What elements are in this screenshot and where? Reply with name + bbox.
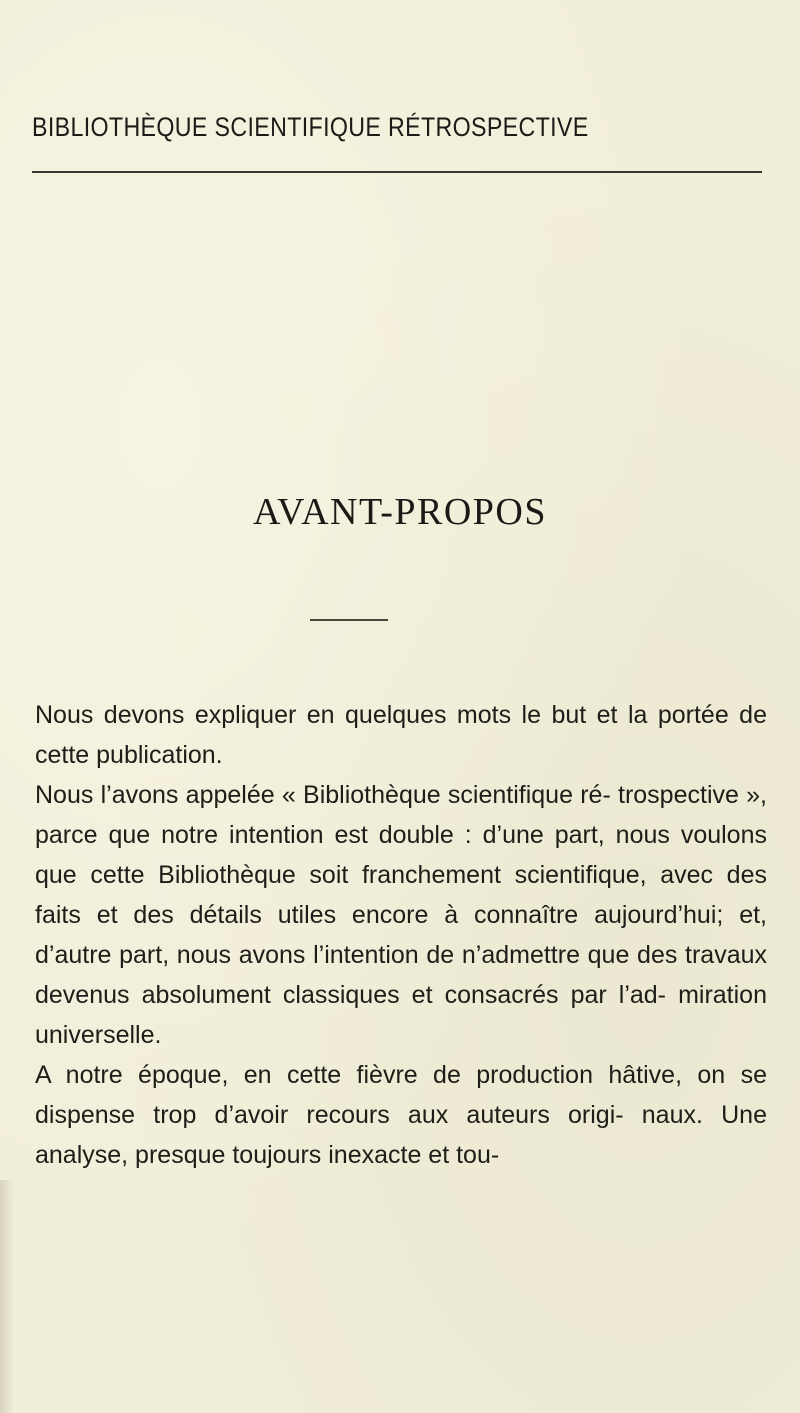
chapter-title: AVANT-PROPOS — [253, 491, 547, 533]
paragraph-2: Nous l’avons appelée « Bibliothèque scientifique ré- trospective », parce que notre intention est double : d’une part, nous voulons que cette Bibliothèque soit franchement scientifique, avec des faits et des détails utiles encore à connaître aujourd’hui; et, d’autre part, nous avons l’intention de n’admettre que des travaux devenus absolument classiques et consacrés par l’ad- miration universelle. — [35, 781, 767, 1049]
paragraph-3: A notre époque, en cette fièvre de production hâtive, on se dispense trop d’avoir recours aux auteurs origi- naux. Une analyse, presque toujours inexacte et tou- — [35, 1061, 767, 1169]
header-rule — [32, 171, 762, 173]
paragraph-1: Nous devons expliquer en quelques mots le but et la portée de cette publication. — [35, 701, 767, 769]
body-text — [35, 695, 767, 1175]
page-edge-shadow — [0, 1180, 14, 1413]
title-rule — [310, 619, 388, 621]
running-head: BIBLIOTHÈQUE SCIENTIFIQUE RÉTROSPECTIVE — [32, 112, 589, 142]
